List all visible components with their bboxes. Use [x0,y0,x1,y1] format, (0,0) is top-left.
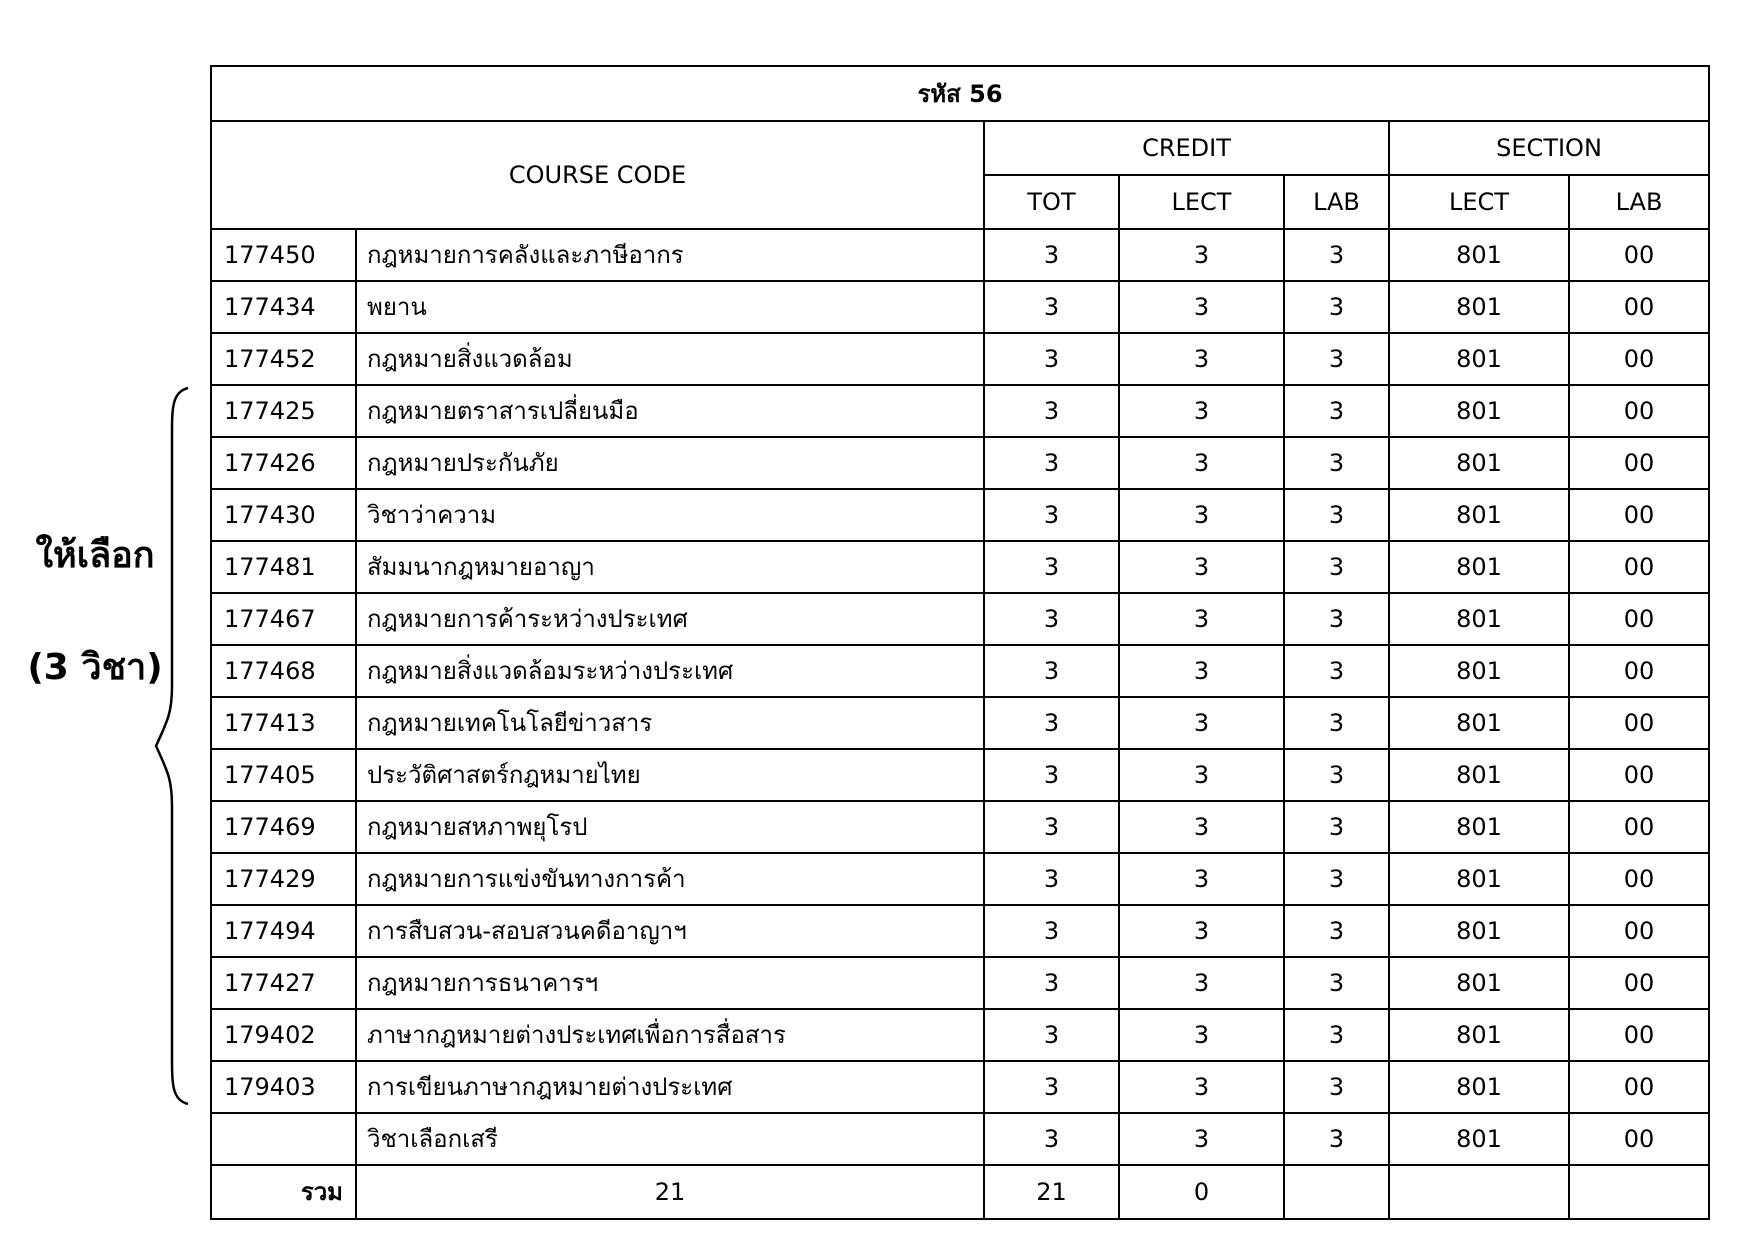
credit-tot-cell: 3 [984,489,1119,541]
course-code-cell: 177468 [211,645,356,697]
table-row [211,281,1709,333]
course-name-cell: กฎหมายการค้าระหว่างประเทศ [356,593,984,645]
section-lect-cell: 801 [1389,645,1569,697]
credit-lab-cell: 3 [1284,853,1389,905]
section-lect-cell: 801 [1389,593,1569,645]
course-name-cell: ภาษากฎหมายต่างประเทศเพื่อการสื่อสาร [356,1009,984,1061]
credit-lab-cell: 3 [1284,281,1389,333]
section-lect-cell: 801 [1389,697,1569,749]
credit-lab-cell: 3 [1284,229,1389,281]
header-course-code: COURSE CODE [211,121,984,229]
section-lect-cell: 801 [1389,281,1569,333]
course-name-cell: พยาน [356,281,984,333]
course-code-cell: 177481 [211,541,356,593]
table-row [211,1113,1709,1165]
credit-lect-cell: 3 [1119,801,1284,853]
total-section-lab-cell [1569,1165,1709,1219]
course-name-cell: กฎหมายสิ่งแวดล้อมระหว่างประเทศ [356,645,984,697]
table-row [211,333,1709,385]
total-course-cell: 21 [356,1165,984,1219]
credit-lect-cell: 3 [1119,1061,1284,1113]
section-lect-cell: 801 [1389,333,1569,385]
credit-tot-cell: 3 [984,593,1119,645]
credit-tot-cell: 3 [984,645,1119,697]
credit-lab-cell: 3 [1284,801,1389,853]
credit-lect-cell: 3 [1119,957,1284,1009]
table-row [211,593,1709,645]
table-row [211,749,1709,801]
course-name-cell: กฎหมายการธนาคารฯ [356,957,984,1009]
course-name-cell: กฎหมายสิ่งแวดล้อม [356,333,984,385]
table-row [211,229,1709,281]
section-lab-cell: 00 [1569,541,1709,593]
credit-lect-cell: 3 [1119,1113,1284,1165]
elective-note-line2: (3 วิชา) [27,647,163,688]
course-code-cell: 177430 [211,489,356,541]
header-credit-lab: LAB [1284,175,1389,229]
table-row [211,489,1709,541]
table-row [211,1009,1709,1061]
elective-brace-icon [150,386,190,1106]
course-code-cell: 177413 [211,697,356,749]
credit-lab-cell: 3 [1284,437,1389,489]
header-section-lect: LECT [1389,175,1569,229]
credit-lect-cell: 3 [1119,697,1284,749]
course-code-cell: 179402 [211,1009,356,1061]
total-row [211,1165,1709,1219]
section-lect-cell: 801 [1389,541,1569,593]
section-lab-cell: 00 [1569,489,1709,541]
section-lect-cell: 801 [1389,853,1569,905]
course-code-cell: 177450 [211,229,356,281]
elective-note-line1: ให้เลือก [35,535,155,576]
credit-tot-cell: 3 [984,333,1119,385]
table-title-row [211,66,1709,121]
section-lect-cell: 801 [1389,749,1569,801]
credit-lab-cell: 3 [1284,593,1389,645]
course-code-cell: 177429 [211,853,356,905]
section-lab-cell: 00 [1569,281,1709,333]
table-row [211,957,1709,1009]
total-section-lect-cell [1389,1165,1569,1219]
course-code-cell: 177494 [211,905,356,957]
table-row [211,697,1709,749]
section-lect-cell: 801 [1389,1113,1569,1165]
section-lect-cell: 801 [1389,1061,1569,1113]
section-lect-cell: 801 [1389,229,1569,281]
section-lect-cell: 801 [1389,437,1569,489]
credit-lab-cell: 3 [1284,1009,1389,1061]
section-lab-cell: 00 [1569,1061,1709,1113]
section-lab-cell: 00 [1569,645,1709,697]
course-code-cell: 177426 [211,437,356,489]
section-lab-cell: 00 [1569,905,1709,957]
header-row-1 [211,121,1709,175]
course-name-cell: กฎหมายการคลังและภาษีอากร [356,229,984,281]
course-code-cell: 177452 [211,333,356,385]
table-row [211,645,1709,697]
section-lect-cell: 801 [1389,957,1569,1009]
course-code-cell: 179403 [211,1061,356,1113]
table-title: รหัส 56 [211,66,1709,121]
table-row [211,853,1709,905]
course-code-cell: 177434 [211,281,356,333]
section-lab-cell: 00 [1569,385,1709,437]
course-name-cell: กฎหมายการแข่งขันทางการค้า [356,853,984,905]
credit-tot-cell: 3 [984,749,1119,801]
credit-lect-cell: 3 [1119,489,1284,541]
credit-lab-cell: 3 [1284,541,1389,593]
credit-lect-cell: 3 [1119,593,1284,645]
credit-lect-cell: 3 [1119,385,1284,437]
credit-lect-cell: 3 [1119,1009,1284,1061]
credit-lect-cell: 3 [1119,541,1284,593]
total-label: รวม [211,1165,356,1219]
credit-tot-cell: 3 [984,281,1119,333]
course-name-cell: กฎหมายเทคโนโลยีข่าวสาร [356,697,984,749]
course-code-cell: 177467 [211,593,356,645]
section-lab-cell: 00 [1569,957,1709,1009]
credit-tot-cell: 3 [984,957,1119,1009]
section-lect-cell: 801 [1389,385,1569,437]
section-lab-cell: 00 [1569,1113,1709,1165]
credit-tot-cell: 3 [984,437,1119,489]
credit-tot-cell: 3 [984,229,1119,281]
section-lab-cell: 00 [1569,333,1709,385]
header-credit-lect: LECT [1119,175,1284,229]
course-name-cell: การเขียนภาษากฎหมายต่างประเทศ [356,1061,984,1113]
credit-lab-cell: 3 [1284,1061,1389,1113]
header-section-lab: LAB [1569,175,1709,229]
credit-lect-cell: 3 [1119,437,1284,489]
credit-lab-cell: 3 [1284,1113,1389,1165]
course-name-cell: กฎหมายตราสารเปลี่ยนมือ [356,385,984,437]
course-code-cell: 177425 [211,385,356,437]
section-lab-cell: 00 [1569,697,1709,749]
section-lect-cell: 801 [1389,801,1569,853]
course-table [210,65,1710,1220]
credit-lect-cell: 3 [1119,905,1284,957]
credit-tot-cell: 3 [984,905,1119,957]
course-name-cell: วิชาเลือกเสรี [356,1113,984,1165]
section-lect-cell: 801 [1389,489,1569,541]
table-row [211,541,1709,593]
credit-lab-cell: 3 [1284,385,1389,437]
course-code-cell [211,1113,356,1165]
section-lab-cell: 00 [1569,229,1709,281]
header-credit: CREDIT [984,121,1389,175]
total-tot-cell: 21 [984,1165,1119,1219]
course-name-cell: วิชาว่าความ [356,489,984,541]
total-lect-cell: 0 [1119,1165,1284,1219]
credit-lab-cell: 3 [1284,489,1389,541]
section-lab-cell: 00 [1569,437,1709,489]
header-tot: TOT [984,175,1119,229]
credit-tot-cell: 3 [984,1113,1119,1165]
course-name-cell: กฎหมายประกันภัย [356,437,984,489]
section-lab-cell: 00 [1569,801,1709,853]
credit-tot-cell: 3 [984,1009,1119,1061]
table-row [211,801,1709,853]
course-code-cell: 177405 [211,749,356,801]
credit-lect-cell: 3 [1119,853,1284,905]
credit-tot-cell: 3 [984,853,1119,905]
credit-lab-cell: 3 [1284,905,1389,957]
credit-lab-cell: 3 [1284,645,1389,697]
course-name-cell: การสืบสวน-สอบสวนคดีอาญาฯ [356,905,984,957]
credit-tot-cell: 3 [984,1061,1119,1113]
course-code-cell: 177427 [211,957,356,1009]
credit-tot-cell: 3 [984,541,1119,593]
credit-lab-cell: 3 [1284,749,1389,801]
course-name-cell: ประวัติศาสตร์กฎหมายไทย [356,749,984,801]
header-section: SECTION [1389,121,1709,175]
course-code-cell: 177469 [211,801,356,853]
credit-tot-cell: 3 [984,385,1119,437]
credit-lab-cell: 3 [1284,957,1389,1009]
section-lab-cell: 00 [1569,593,1709,645]
table-row [211,905,1709,957]
section-lab-cell: 00 [1569,853,1709,905]
credit-tot-cell: 3 [984,801,1119,853]
credit-tot-cell: 3 [984,697,1119,749]
table-row [211,1061,1709,1113]
elective-note [20,500,170,724]
credit-lab-cell: 3 [1284,333,1389,385]
course-name-cell: กฎหมายสหภาพยุโรป [356,801,984,853]
table-row [211,437,1709,489]
course-name-cell: สัมมนากฎหมายอาญา [356,541,984,593]
credit-lect-cell: 3 [1119,229,1284,281]
credit-lect-cell: 3 [1119,749,1284,801]
section-lect-cell: 801 [1389,1009,1569,1061]
credit-lect-cell: 3 [1119,645,1284,697]
table-row [211,385,1709,437]
section-lab-cell: 00 [1569,749,1709,801]
section-lab-cell: 00 [1569,1009,1709,1061]
credit-lect-cell: 3 [1119,333,1284,385]
credit-lab-cell: 3 [1284,697,1389,749]
section-lect-cell: 801 [1389,905,1569,957]
total-lab-cell [1284,1165,1389,1219]
credit-lect-cell: 3 [1119,281,1284,333]
